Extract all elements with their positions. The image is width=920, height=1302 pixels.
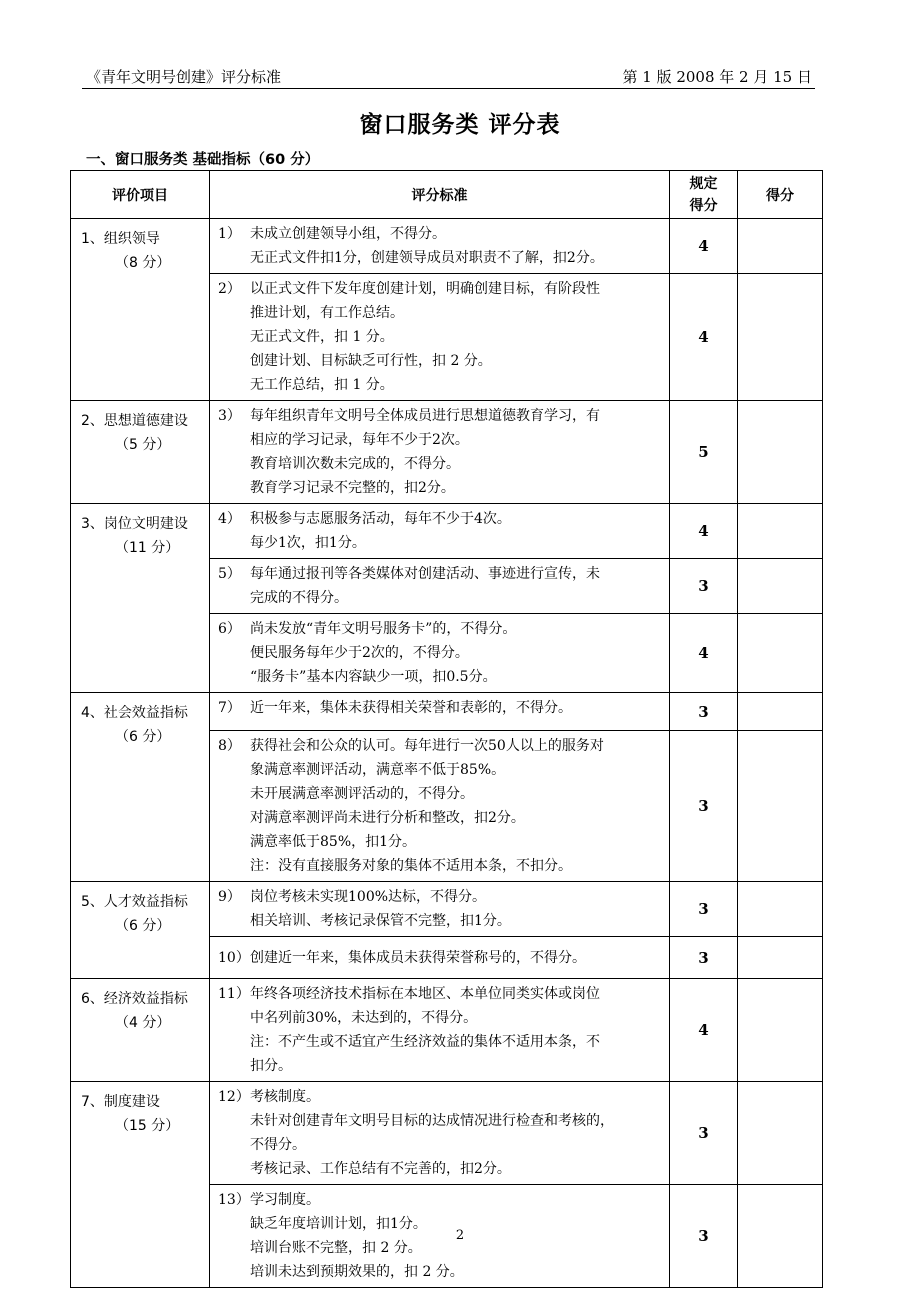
allotted-points: 3 [670, 937, 738, 979]
criterion-line: 获得社会和公众的认可。每年进行一次50人以上的服务对 [250, 738, 604, 754]
score-cell[interactable] [738, 219, 823, 274]
criterion-cell [210, 504, 670, 559]
criterion-line: 每少1次，扣1分。 [250, 535, 366, 551]
scoring-table [70, 170, 823, 1288]
category-score: （6 分） [115, 729, 171, 745]
criterion-cell [210, 274, 670, 401]
allotted-points: 5 [670, 401, 738, 504]
category-cell [71, 882, 210, 979]
criterion-number: 10） [218, 949, 250, 966]
allotted-points: 3 [670, 1185, 738, 1288]
criterion-line: 未针对创建青年文明号目标的达成情况进行检查和考核的， [250, 1113, 614, 1129]
criterion-line: 注：没有直接服务对象的集体不适用本条，不扣分。 [250, 858, 572, 874]
table-row [71, 1082, 823, 1185]
criterion-cell [210, 882, 670, 937]
category-cell [71, 219, 210, 401]
header-rule [82, 88, 815, 89]
section-title: 一、窗口服务类 基础指标（60 分） [86, 152, 320, 168]
allotted-points: 3 [670, 1082, 738, 1185]
score-cell[interactable] [738, 937, 823, 979]
table-row [71, 504, 823, 559]
criterion-line: 相关培训、考核记录保管不完整，扣1分。 [250, 913, 511, 929]
criterion-line: 注：不产生或不适宜产生经济效益的集体不适用本条，不 [250, 1034, 600, 1050]
score-cell[interactable] [738, 693, 823, 731]
criterion-line: 考核记录、工作总结有不完善的，扣2分。 [250, 1161, 511, 1177]
criterion-cell [210, 731, 670, 882]
category-name: 7、制度建设 [81, 1094, 160, 1110]
criterion-line: 对满意率测评尚未进行分析和整改，扣2分。 [250, 810, 525, 826]
col-header-standard: 评分标准 [210, 171, 670, 219]
category-score: （8 分） [115, 255, 171, 271]
criterion-line: 无正式文件，扣 1 分。 [250, 329, 394, 345]
allotted-points: 3 [670, 559, 738, 614]
score-cell[interactable] [738, 614, 823, 693]
score-cell[interactable] [738, 882, 823, 937]
category-cell [71, 979, 210, 1082]
criterion-number: 1） [218, 226, 241, 242]
criterion-line: 满意率低于85%，扣1分。 [250, 834, 417, 850]
criterion-line: 创建近一年来，集体成员未获得荣誉称号的，不得分。 [250, 949, 586, 966]
category-name: 6、经济效益指标 [81, 991, 188, 1007]
criterion-line: 不得分。 [250, 1137, 306, 1153]
allotted-points: 3 [670, 693, 738, 731]
score-cell[interactable] [738, 401, 823, 504]
allotted-points: 3 [670, 731, 738, 882]
allotted-points: 4 [670, 504, 738, 559]
allotted-points: 3 [670, 882, 738, 937]
score-cell[interactable] [738, 504, 823, 559]
table-row [71, 979, 823, 1082]
score-cell[interactable] [738, 1082, 823, 1185]
criterion-line: 培训台账不完整，扣 2 分。 [250, 1240, 422, 1256]
allotted-points: 4 [670, 274, 738, 401]
table-row [71, 401, 823, 504]
criterion-line: 中名列前30%，未达到的，不得分。 [250, 1010, 478, 1026]
criterion-line: 教育培训次数未完成的，不得分。 [250, 456, 460, 472]
page-number: 2 [455, 1228, 465, 1243]
category-score: （5 分） [115, 437, 171, 453]
col-header-points-line1: 规定 [689, 175, 718, 192]
criterion-cell [210, 1082, 670, 1185]
category-cell [71, 401, 210, 504]
page-title: 窗口服务类 评分表 [359, 112, 561, 138]
criterion-number: 12） [218, 1089, 250, 1105]
criterion-line: 每年通过报刊等各类媒体对创建活动、事迹进行宣传，未 [250, 566, 600, 582]
criterion-number: 13） [218, 1192, 250, 1208]
criterion-cell [210, 219, 670, 274]
category-name: 3、岗位文明建设 [81, 516, 188, 532]
criterion-line: 培训未达到预期效果的，扣 2 分。 [250, 1264, 464, 1280]
criterion-line: 便民服务每年少于2次的，不得分。 [250, 645, 469, 661]
category-name: 5、人才效益指标 [81, 894, 188, 910]
allotted-points: 4 [670, 979, 738, 1082]
category-cell [71, 693, 210, 882]
col-header-score: 得分 [738, 171, 823, 219]
criterion-number: 2） [218, 281, 241, 297]
category-name: 4、社会效益指标 [81, 705, 188, 721]
table-row [71, 882, 823, 937]
criterion-line: 未成立创建领导小组，不得分。 [250, 226, 446, 242]
category-score: （4 分） [115, 1015, 171, 1031]
criterion-line: 岗位考核未实现100%达标，不得分。 [250, 889, 487, 905]
criterion-line: 象满意率测评活动，满意率不低于85%。 [250, 762, 506, 778]
category-score: （11 分） [115, 540, 180, 556]
category-score: （15 分） [115, 1118, 180, 1134]
table-row [71, 219, 823, 274]
criterion-number: 4） [218, 511, 241, 527]
criterion-line: 以正式文件下发年度创建计划，明确创建目标，有阶段性 [250, 281, 600, 297]
criterion-line: 尚未发放“青年文明号服务卡”的，不得分。 [250, 621, 517, 637]
criterion-line: 积极参与志愿服务活动，每年不少于4次。 [250, 511, 511, 527]
header-doc-title: 《青年文明号创建》评分标准 [86, 68, 282, 86]
criterion-cell [210, 693, 670, 731]
criterion-line: 扣分。 [250, 1058, 292, 1074]
criterion-line: 缺乏年度培训计划，扣1分。 [250, 1216, 427, 1232]
col-header-points [670, 171, 738, 219]
criterion-line: 学习制度。 [250, 1192, 320, 1208]
table-row [71, 693, 823, 731]
table-header-row [71, 171, 823, 219]
category-cell [71, 1082, 210, 1288]
category-name: 1、组织领导 [81, 231, 160, 247]
col-header-points-line2: 得分 [689, 197, 718, 214]
criterion-cell [210, 559, 670, 614]
criterion-cell [210, 979, 670, 1082]
criterion-cell [210, 401, 670, 504]
criterion-line: 近一年来，集体未获得相关荣誉和表彰的，不得分。 [250, 700, 572, 716]
criterion-line: 创建计划、目标缺乏可行性，扣 2 分。 [250, 353, 492, 369]
criterion-number: 3） [218, 408, 241, 424]
criterion-number: 5） [218, 566, 241, 582]
criterion-number: 6） [218, 621, 241, 637]
col-header-item: 评价项目 [71, 171, 210, 219]
criterion-line: 考核制度。 [250, 1089, 320, 1105]
criterion-number: 7） [218, 700, 241, 716]
criterion-line: 每年组织青年文明号全体成员进行思想道德教育学习，有 [250, 408, 600, 424]
criterion-line: 未开展满意率测评活动的，不得分。 [250, 786, 474, 802]
criterion-line: 教育学习记录不完整的，扣2分。 [250, 480, 455, 496]
criterion-number: 8） [218, 738, 241, 754]
category-cell [71, 504, 210, 693]
criterion-number: 11） [218, 986, 250, 1002]
header-version-date: 第 1 版 2008 年 2 月 15 日 [622, 68, 812, 86]
score-cell[interactable] [738, 274, 823, 401]
criterion-line: 推进计划，有工作总结。 [250, 305, 404, 321]
category-name: 2、思想道德建设 [81, 413, 188, 429]
criterion-number: 9） [218, 889, 241, 905]
criterion-line: “服务卡”基本内容缺少一项，扣0.5分。 [250, 669, 497, 685]
score-cell[interactable] [738, 979, 823, 1082]
category-score: （6 分） [115, 918, 171, 934]
criterion-line: 年终各项经济技术指标在本地区、本单位同类实体或岗位 [250, 986, 600, 1002]
criterion-cell [210, 614, 670, 693]
score-cell[interactable] [738, 559, 823, 614]
allotted-points: 4 [670, 614, 738, 693]
allotted-points: 4 [670, 219, 738, 274]
criterion-line: 无正式文件扣1分，创建领导成员对职责不了解，扣2分。 [250, 250, 604, 266]
score-cell[interactable] [738, 731, 823, 882]
criterion-line: 完成的不得分。 [250, 590, 348, 606]
criterion-line: 相应的学习记录，每年不少于2次。 [250, 432, 469, 448]
criterion-cell [210, 937, 670, 979]
criterion-line: 无工作总结，扣 1 分。 [250, 377, 394, 393]
